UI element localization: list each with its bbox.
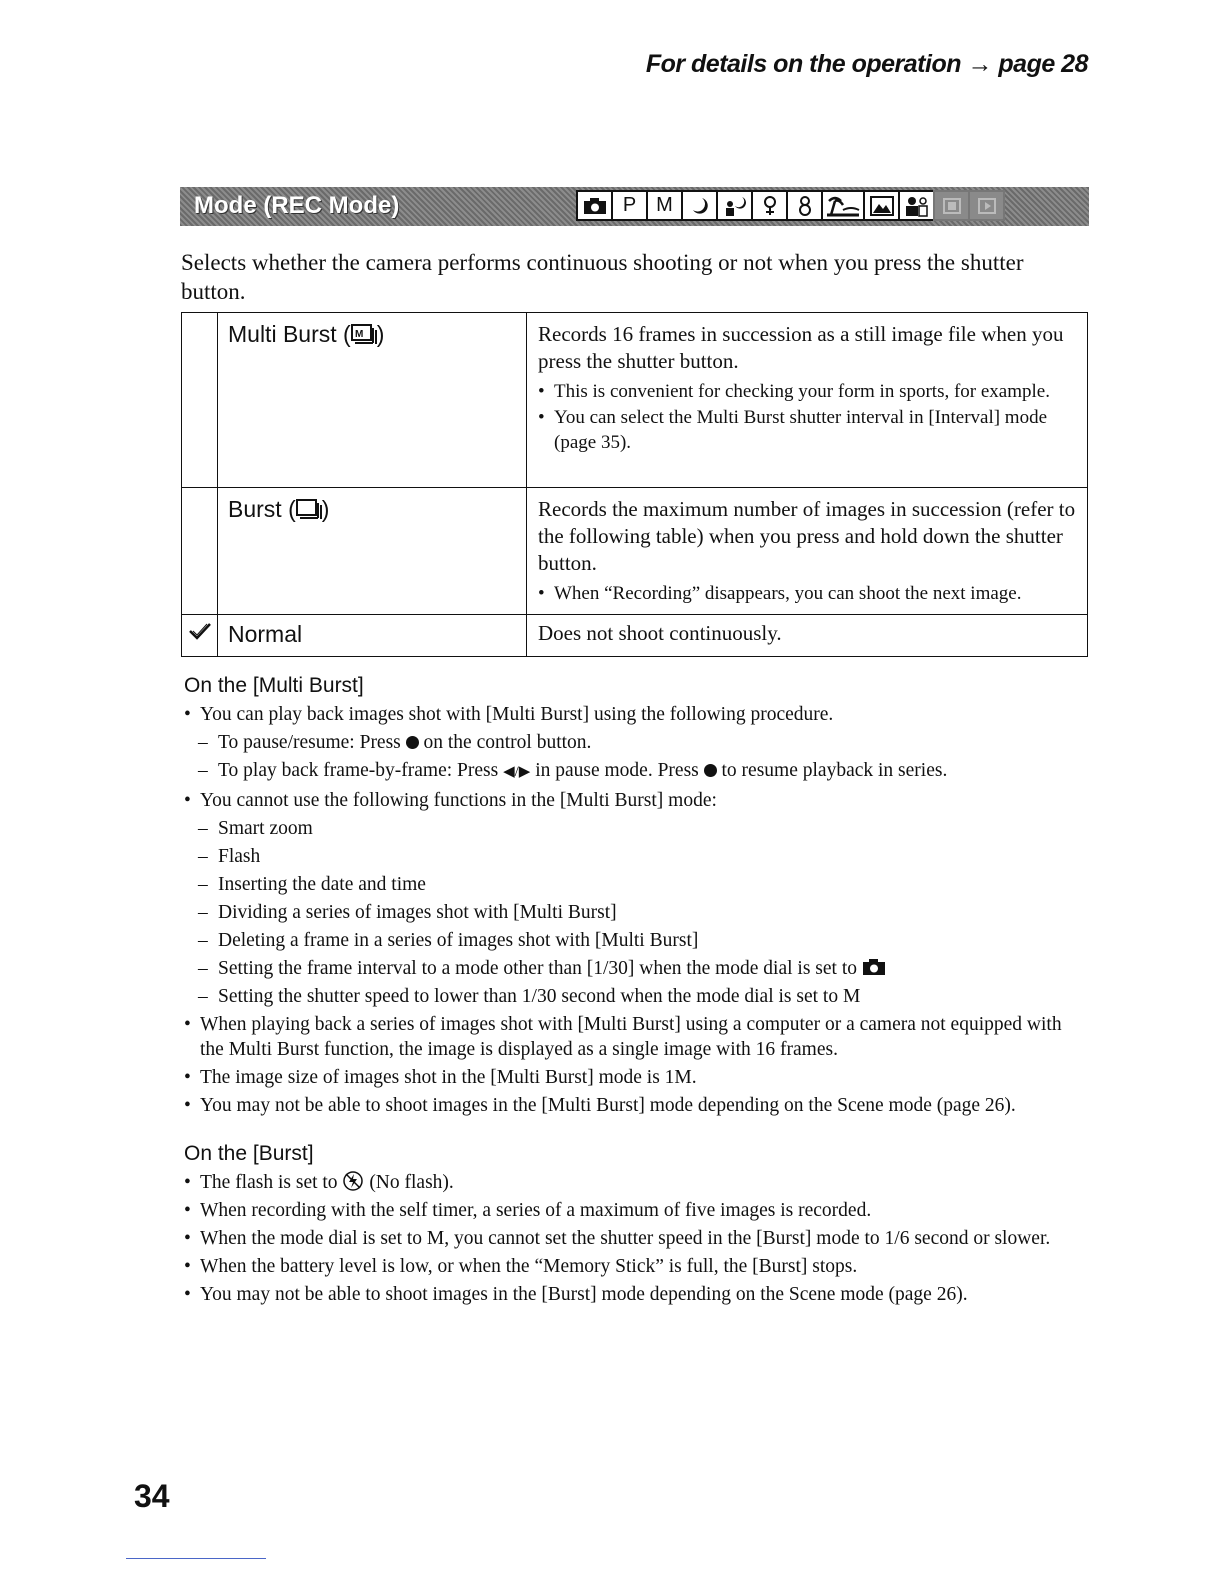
- table-row: [182, 313, 1088, 488]
- table-row: [182, 615, 1088, 657]
- list-item: • When recording with the self timer, a series of a maximum of five images is recorded.: [184, 1198, 1089, 1223]
- multi-burst-notes: [184, 674, 1089, 1121]
- list-item: – Flash: [184, 844, 1089, 869]
- auto-camera-icon: [862, 957, 886, 977]
- manual-mode-icon: M: [646, 190, 683, 221]
- list-item: • When playing back a series of images shot with [Multi Burst] using a computer or a camera not equipped with the Multi Burst function, the image is displayed as a single image with 16 frames.: [184, 1012, 1089, 1062]
- options-table: [181, 312, 1088, 657]
- note-item: • You can select the Multi Burst shutter interval in [Interval] mode (page 35).: [538, 405, 1077, 455]
- list-item: • You may not be able to shoot images in the [Burst] mode depending on the Scene mode (page 26).: [184, 1282, 1089, 1307]
- list-item: – Smart zoom: [184, 816, 1089, 841]
- selection-cell: [182, 615, 218, 657]
- page-number: 34: [134, 1478, 170, 1514]
- table-row: [182, 488, 1088, 615]
- list-item: • You cannot use the following functions in the [Multi Burst] mode:: [184, 788, 1089, 813]
- twilight-icon: [681, 190, 718, 221]
- landscape-icon: [863, 190, 900, 221]
- list-item: – Setting the frame interval to a mode other than [1/30] when the mode dial is set to: [184, 956, 1089, 981]
- list-item: – Setting the shutter speed to lower than 1/30 second when the mode dial is set to M: [184, 984, 1089, 1009]
- intro-text: Selects whether the camera performs continuous shooting or not when you press the shutter button.: [181, 250, 1024, 304]
- option-description: Records 16 frames in succession as a still image file when you press the shutter button. • This is convenient for checking your form in sports, for example. • You can select the Multi Burst shutter interval in [Interval] mode (page 35).: [527, 313, 1088, 488]
- list-item: • The image size of images shot in the [Multi Burst] mode is 1M.: [184, 1065, 1089, 1090]
- program-mode-icon: P: [611, 190, 648, 221]
- selection-cell: [182, 488, 218, 615]
- center-button-icon: [406, 736, 419, 749]
- footer-divider: [126, 1558, 266, 1559]
- center-button-icon: [704, 764, 717, 777]
- section-title: Mode (REC Mode): [194, 192, 400, 219]
- burst-notes: [184, 1142, 1089, 1310]
- list-item: – To play back frame-by-frame: Press ◀/▶ in pause mode. Press to resume playback in series.: [184, 758, 1089, 785]
- left-right-arrows-icon: ◀/▶: [503, 764, 531, 780]
- portrait-icon: [898, 190, 935, 221]
- twilight-portrait-icon: [716, 190, 753, 221]
- list-item: – To pause/resume: Press on the control button.: [184, 730, 1089, 755]
- note-item: • When “Recording” disappears, you can shoot the next image.: [538, 581, 1077, 606]
- list-item: • When the mode dial is set to M, you cannot set the shutter speed in the [Burst] mode to 1/6 second or slower.: [184, 1226, 1089, 1251]
- soft-snap-icon: [751, 190, 788, 221]
- page-reference: For details on the operation → page 28: [645, 50, 1088, 78]
- checkmark-icon: [188, 621, 212, 641]
- list-item: • You may not be able to shoot images in the [Multi Burst] mode depending on the Scene mode (page 26).: [184, 1093, 1089, 1118]
- section-heading: On the [Burst]: [184, 1142, 314, 1165]
- beach-icon: [821, 190, 865, 221]
- list-item: • When the battery level is low, or when the “Memory Stick” is full, the [Burst] stops.: [184, 1254, 1089, 1279]
- auto-camera-icon: [576, 190, 613, 221]
- burst-icon: [296, 498, 322, 520]
- option-name: Normal: [218, 615, 527, 657]
- list-item: – Deleting a frame in a series of images shot with [Multi Burst]: [184, 928, 1089, 953]
- section-heading: On the [Multi Burst]: [184, 674, 364, 697]
- list-item: – Dividing a series of images shot with [Multi Burst]: [184, 900, 1089, 925]
- no-flash-icon: [342, 1170, 364, 1192]
- option-name: Multi Burst ( M ): [218, 313, 527, 488]
- selection-cell: [182, 313, 218, 488]
- multi-burst-icon: [351, 323, 377, 345]
- movie-mode-icon: [933, 190, 970, 221]
- mode-icon-strip: [576, 190, 1003, 221]
- list-item: – Inserting the date and time: [184, 872, 1089, 897]
- svg-text:M: M: [354, 329, 364, 340]
- playback-mode-icon: [968, 190, 1005, 221]
- list-item: • The flash is set to (No flash).: [184, 1170, 1089, 1195]
- option-name: Burst ( ): [218, 488, 527, 615]
- list-item: • You can play back images shot with [Multi Burst] using the following procedure.: [184, 702, 1089, 727]
- option-description: Does not shoot continuously.: [527, 615, 1088, 657]
- note-item: • This is convenient for checking your form in sports, for example.: [538, 379, 1077, 404]
- mode-section-bar: [180, 187, 1089, 226]
- option-description: Records the maximum number of images in succession (refer to the following table) when you press and hold down the shutter button. • When “Recording” disappears, you can shoot the next image.: [527, 488, 1088, 615]
- high-speed-shutter-icon: [786, 190, 823, 221]
